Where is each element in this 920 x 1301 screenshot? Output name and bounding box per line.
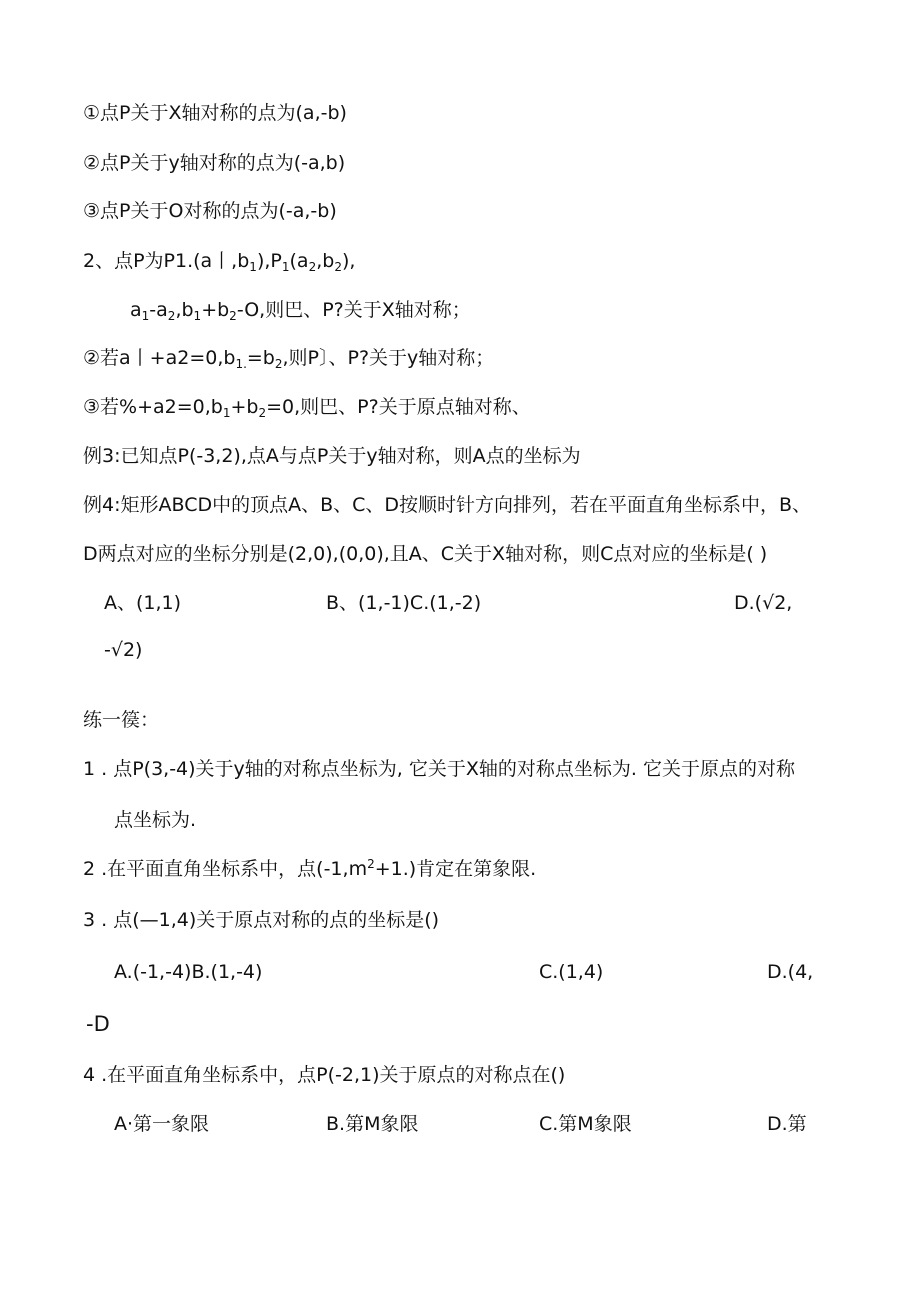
option-b-c: B、(1,-1)C.(1,-2) [326,592,482,614]
question-3-option-d: D.(4, [767,961,814,983]
question-3: 3 . 点(—1,4)关于原点对称的点的坐标是() [83,909,440,931]
question-4-option-b: B.第M象限 [326,1113,419,1135]
question-4: 4 .在平面直角坐标系中，点P(-2,1)关于原点的对称点在() [83,1064,566,1086]
question-2: 2 .在平面直角坐标系中，点$(-1,m^2+1.)$肯定在第象限. [83,857,537,880]
line-5: $a_1-a_2,b_1+b_2-O$,则巴、P?关于X轴对称； [130,299,471,323]
question-1-continued: 点坐标为. [114,809,197,831]
example-4-line-1: 例4:矩形ABCD中的顶点A、B、C、D按顺时针方向排列，若在平面直角坐标系中，B、 [83,494,812,516]
line-7: ③若$\%+a2=0,b_1+b_2=0$,则巴、P?关于原点轴对称、 [83,396,531,420]
line-4: 2、点P为P1.(a丨$,b_1),P_1(a_2,b_2)$, [83,250,356,274]
option-a: A、(1,1) [104,592,182,614]
line-3: ③点P关于O对称的点为(-a,-b) [83,200,337,222]
question-4-option-a: A·第一象限 [114,1113,210,1135]
question-4-option-c: C.第M象限 [539,1113,632,1135]
line-2: ②点P关于y轴对称的点为(-a,b) [83,152,346,174]
practice-heading: 练一篌： [83,709,160,731]
option-d: D.(√2, [734,592,793,614]
line-6: ②若a丨$+a2=0,b_{1.}=b_2$,则P〕、P?关于y轴对称； [83,347,495,371]
example-3: 例3:已知点P(-3,2),点A与点P关于y轴对称，则A点的坐标为 [83,445,581,467]
question-3-options-ab: A.(-1,-4)B.(1,-4) [114,961,263,983]
line-1: ①点P关于X轴对称的点为(a,-b) [83,102,347,124]
question-4-option-d: D.第 [767,1113,807,1135]
question-3-option-c: C.(1,4) [539,961,604,983]
question-1: 1 . 点P(3,-4)关于y轴的对称点坐标为, 它关于X轴的对称点坐标为. 它关于原点的对称 [83,758,795,780]
example-4-line-2: D两点对应的坐标分别是(2,0),(0,0),且A、C关于X轴对称，则C点对应的坐标是( ) [83,543,768,565]
option-d-continued: -√2) [104,639,143,661]
question-3-option-d-continued: -D [86,1012,110,1036]
